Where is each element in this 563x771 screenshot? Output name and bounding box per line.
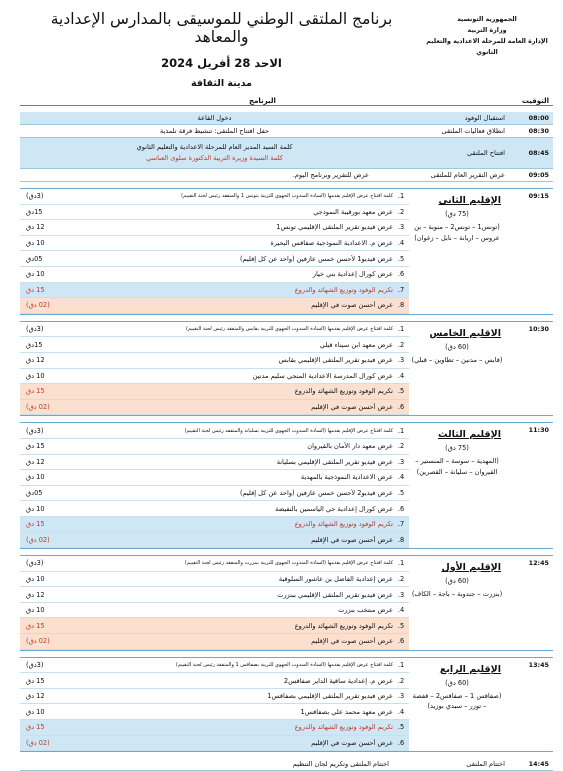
item-number: 3. <box>397 590 405 599</box>
item-number: 4. <box>397 473 405 482</box>
ministry-header <box>425 14 549 58</box>
item-duration: 10 دق <box>26 270 45 279</box>
region-cities: (المهدية – سوسة – المنستير – القيروان – سليانة – القصرين) <box>415 457 499 476</box>
region-time: 11:30 <box>505 423 553 549</box>
item-number: 5. <box>397 723 405 732</box>
item-text: عرض أحسن صوت في الإقليم <box>311 535 393 544</box>
row-time: 14:45 <box>505 758 553 771</box>
item-duration: 15 دق <box>26 442 45 451</box>
list-item <box>20 236 409 252</box>
row-time: 08:30 <box>505 125 553 138</box>
item-text: عرض م. الاعدادية النموذجية صفاقس البحيرة <box>270 239 393 248</box>
item-number: 8. <box>397 535 405 544</box>
region-cities: (صفاقس 1 – صفاقس2 – قفصة – توزر – سيدي بوزيد) <box>412 691 502 711</box>
region-duration: (60 دق) <box>445 678 469 687</box>
item-duration: (02 دق) <box>26 738 50 747</box>
item-duration: 10 دق <box>26 574 45 583</box>
item-number: 4. <box>397 239 405 248</box>
list-item <box>20 298 409 314</box>
item-number: 5. <box>397 488 405 497</box>
region-items <box>20 321 409 416</box>
region-time: 10:30 <box>505 321 553 416</box>
item-duration: 15 دق <box>26 520 45 529</box>
list-item <box>20 251 409 267</box>
region-cities: (قابس – مدنين – تطاوين – قبلي) <box>411 355 503 364</box>
region-time: 12:45 <box>505 556 553 651</box>
item-number: 1. <box>397 559 405 568</box>
item-duration: (02 دق) <box>26 637 50 646</box>
item-number: 5. <box>397 621 405 630</box>
item-number: 5. <box>397 254 405 263</box>
region-time: 13:45 <box>505 657 553 752</box>
item-text: عرض إعدادية الفاضل بن عاشور السلوقية <box>278 574 393 583</box>
item-duration: 05دق <box>26 254 43 263</box>
table-row <box>20 125 553 138</box>
list-item <box>20 267 409 283</box>
list-item <box>20 618 409 634</box>
item-duration: 15 دق <box>26 387 45 396</box>
item-text: تكريم الوفود وتوزيع الشهائد والدروع <box>294 723 393 732</box>
region-info <box>409 189 505 315</box>
row-text: اختتام الملتقى وتكريم لجان التنظيم <box>20 758 409 771</box>
item-text: عرض أحسن صوت في الإقليم <box>311 637 393 646</box>
item-number: 2. <box>397 676 405 685</box>
region-items <box>20 556 409 651</box>
list-item <box>20 689 409 705</box>
item-duration: 10 دق <box>26 707 45 716</box>
list-item <box>20 658 409 674</box>
list-item <box>20 369 409 385</box>
item-number: 3. <box>397 223 405 232</box>
item-duration: 10 دق <box>26 504 45 513</box>
region-duration: (60 دق) <box>445 577 469 586</box>
item-number: 3. <box>397 457 405 466</box>
table-row <box>20 169 553 182</box>
item-number: 1. <box>397 192 405 201</box>
region-time: 09:15 <box>505 189 553 315</box>
list-item <box>20 517 409 533</box>
directorate-label: الإدارة العامة للمرحلة الاعدادية والتعليم الثانوي <box>426 38 548 57</box>
ministry-label: وزارة التربية <box>467 27 507 35</box>
item-text: كلمة افتتاح عرض الإقليم يقدمها (السادة المندوب الجهوي للتربية بسليانة والمتفقد رئيس لجنة التقييم) <box>184 427 393 434</box>
item-duration: (3دق) <box>26 325 44 334</box>
item-duration: 05دق <box>26 488 43 497</box>
row-label: انطلاق فعاليات الملتقى <box>409 125 505 138</box>
region-block <box>20 657 553 752</box>
list-item <box>20 423 409 439</box>
list-item <box>20 322 409 338</box>
region-duration: (75 دق) <box>445 444 469 453</box>
item-number: 7. <box>397 285 405 294</box>
region-block <box>20 321 553 416</box>
list-item <box>20 587 409 603</box>
row-text: عرض للتقرير وبرنامج اليوم. <box>20 169 409 182</box>
list-item <box>20 572 409 588</box>
list-item <box>20 220 409 236</box>
list-item <box>20 205 409 221</box>
item-duration: (3دق) <box>26 660 44 669</box>
row-label: عرض التقرير العام للملتقى <box>409 169 505 182</box>
item-number: 2. <box>397 340 405 349</box>
item-text: كلمة افتتاح عرض الإقليم يقدمها (السادة المندوب الجهوي للتربية بقابس والمتفقد رئيس لجنة التقييم) <box>186 326 393 333</box>
item-text: كلمة افتتاح عرض الإقليم يقدمها (السادة المندوب الجهوي للتربية بتونس 1 والمتفقد رئيس لجنة التقييم) <box>181 193 393 200</box>
row-label: افتتاح الملتقى <box>409 138 505 169</box>
item-number: 4. <box>397 707 405 716</box>
item-duration: (02 دق) <box>26 403 50 412</box>
item-duration: 10 دق <box>26 239 45 248</box>
region-duration: (75 دق) <box>445 210 469 218</box>
item-number: 3. <box>397 692 405 701</box>
list-item <box>20 384 409 400</box>
item-text: عرض فيديو تقرير الملتقى الإقليمي بقابس <box>278 356 393 365</box>
list-item <box>20 455 409 471</box>
list-item <box>20 704 409 720</box>
item-number: 6. <box>397 504 405 513</box>
row-label: اختتام الملتقى <box>409 758 505 771</box>
item-number: 8. <box>397 301 405 310</box>
item-duration: 15دق <box>26 340 43 349</box>
item-text: عرض كورال المدرسة الاعدادية المنجي سليم مدنين <box>252 371 393 380</box>
document-heading <box>30 10 413 89</box>
row-time: 08:00 <box>505 112 553 125</box>
region-cities: (تونس1 – تونس2 – منوبة – بن عروس – اريانة – نابل – زغوان) <box>414 223 500 242</box>
item-number: 1. <box>397 325 405 334</box>
item-duration: 12 دق <box>26 223 45 232</box>
item-duration: (02 دق) <box>26 535 50 544</box>
region-name: الإقليم الرابع <box>439 663 501 675</box>
table-row <box>20 758 553 771</box>
item-number: 4. <box>397 606 405 615</box>
republic-label: الجمهورية التونسية <box>457 16 517 23</box>
list-item <box>20 400 409 416</box>
program-table <box>20 92 553 771</box>
item-text: عرض معهد بورقيبة النموذجي <box>313 207 393 216</box>
table-row <box>20 112 553 125</box>
region-name: الإقليم الثالث <box>438 429 501 441</box>
item-duration: 12 دق <box>26 692 45 701</box>
opening-speeches <box>20 138 409 169</box>
list-item <box>20 532 409 548</box>
item-duration: 15 دق <box>26 676 45 685</box>
item-duration: 12 دق <box>26 590 45 599</box>
list-item <box>20 486 409 502</box>
item-number: 6. <box>397 637 405 646</box>
event-date: الاحد 28 أفريل 2024 <box>161 56 282 70</box>
item-text: عرض أحسن صوت في الإقليم <box>311 301 393 310</box>
item-number: 1. <box>397 426 405 435</box>
item-duration: 15دق <box>26 207 43 216</box>
item-duration: (3دق) <box>26 192 44 201</box>
row-text: حفل افتتاح الملتقى: تنشيط فرقة تلمذية <box>20 125 409 138</box>
list-item <box>20 736 409 752</box>
item-duration: 15 دق <box>26 723 45 732</box>
region-cities: (بنزرت – جندوبة – باجة – الكاف) <box>411 590 503 599</box>
region-block <box>20 189 553 315</box>
item-text: عرض فيديو تقرير الملتقى الإقليمي بصفاقس1 <box>267 692 393 701</box>
item-number: 6. <box>397 403 405 412</box>
item-number: 3. <box>397 356 405 365</box>
time-column-header: التوقيت <box>505 92 553 106</box>
item-number: 2. <box>397 207 405 216</box>
region-duration: (60 دق) <box>445 342 469 351</box>
item-text: عرض كورال إعدادية بني خيار <box>312 270 393 279</box>
item-text: عرض كورال إعدادية حي الياسمين بالنفيضة <box>275 504 393 513</box>
region-info <box>409 321 505 416</box>
item-text: عرض الاعدادية النموذجية بالمهدية <box>300 473 393 482</box>
item-text: كلمة افتتاح عرض الإقليم يقدمها (السادة المندوب الجهوي للتربية بصفاقس 1 والمتفقد رئيس لجنة التقييم) <box>175 661 393 668</box>
item-number: 5. <box>397 387 405 396</box>
list-item <box>20 337 409 353</box>
item-text: كلمة افتتاح عرض الإقليم يقدمها (السادة المندوب الجهوي للتربية ببنزرت والمتفقد رئيس لجنة التقييم) <box>184 560 393 567</box>
row-text: دخول القاعة <box>20 112 409 125</box>
item-text: عرض معهد ابن سيناء قبلي <box>319 340 393 349</box>
item-text: عرض م. إعدادية ساقية الداير صفاقس2 <box>283 676 393 685</box>
item-text: تكريم الوفود وتوزيع الشهائد والدروع <box>294 387 393 396</box>
item-number: 2. <box>397 574 405 583</box>
list-item <box>20 189 409 205</box>
item-duration: (3دق) <box>26 559 44 568</box>
item-text: عرض أحسن صوت في الإقليم <box>311 738 393 747</box>
item-text: تكريم الوفود وتوزيع الشهائد والدروع <box>294 520 393 529</box>
item-text: عرض منتخب بنزرت <box>338 606 393 615</box>
list-item <box>20 501 409 517</box>
speech-minister: كلمة السيدة وزيرة التربية الدكتورة سلوى العباسي <box>146 154 283 162</box>
list-item <box>20 603 409 619</box>
item-duration: 12 دق <box>26 457 45 466</box>
item-duration: 15 دق <box>26 621 45 630</box>
region-items <box>20 657 409 752</box>
item-text: عرض معهد محمد علي بصفاقس1 <box>300 707 393 716</box>
region-items <box>20 423 409 549</box>
row-time: 09:05 <box>505 169 553 182</box>
item-duration: 15 دق <box>26 285 45 294</box>
list-item <box>20 439 409 455</box>
row-time: 08:45 <box>505 138 553 169</box>
item-duration: 10 دق <box>26 473 45 482</box>
item-text: عرض فيديو1 لأحسن خمس عازفين (واحد عن كل إقليم) <box>239 254 393 263</box>
item-number: 6. <box>397 738 405 747</box>
item-text: عرض فيديو تقرير الملتقى الإقليمي بسليانة <box>276 457 393 466</box>
region-name: الإقليم الثاني <box>438 195 501 206</box>
item-text: عرض فيديو2 لأحسن خمس عازفين (واحد عن كل إقليم) <box>239 488 393 497</box>
list-item <box>20 673 409 689</box>
region-items <box>20 189 409 315</box>
item-text: تكريم الوفود وتوزيع الشهائد والدروع <box>294 621 393 630</box>
item-number: 7. <box>397 520 405 529</box>
item-text: تكريم الوفود وتوزيع الشهائد والدروع <box>294 285 393 294</box>
region-name: الإقليم الأول <box>441 562 501 574</box>
list-item <box>20 556 409 572</box>
region-info <box>409 556 505 651</box>
region-block <box>20 556 553 651</box>
list-item <box>20 353 409 369</box>
speech-director: كلمة السيد المدير العام للمرحلة الاعدادية والتعليم الثانوي <box>136 142 293 151</box>
region-name: الاقليم الخامس <box>429 327 501 339</box>
table-row <box>20 138 553 169</box>
list-item <box>20 470 409 486</box>
table-header-row <box>20 92 553 106</box>
item-number: 2. <box>397 442 405 451</box>
list-item <box>20 283 409 299</box>
region-block <box>20 423 553 549</box>
item-text: عرض فيديو تقرير الملتقى الإقليمي تونس1 <box>276 223 393 232</box>
item-duration: (3دق) <box>26 426 44 435</box>
item-duration: 12 دق <box>26 356 45 365</box>
program-column-header: البرنامج <box>20 92 505 106</box>
item-duration: 10 دق <box>26 606 45 615</box>
item-duration: (02 دق) <box>26 301 50 310</box>
event-venue: مدينة الثقافة <box>191 78 252 89</box>
region-info <box>409 423 505 549</box>
item-duration: 10 دق <box>26 371 45 380</box>
region-info <box>409 657 505 752</box>
list-item <box>20 634 409 650</box>
item-text: عرض أحسن صوت في الإقليم <box>311 403 393 412</box>
row-label: استقبال الوفود <box>409 112 505 125</box>
item-number: 6. <box>397 270 405 279</box>
list-item <box>20 720 409 736</box>
page-title: برنامج الملتقى الوطني للموسيقى بالمدارس الإعدادية والمعاهد <box>50 10 393 46</box>
item-number: 4. <box>397 371 405 380</box>
item-number: 1. <box>397 660 405 669</box>
item-text: عرض فيديو تقرير الملتقى الإقليمي ببنزرت <box>277 590 393 599</box>
item-text: عرض معهد دار الأمان بالقيروان <box>307 442 393 451</box>
